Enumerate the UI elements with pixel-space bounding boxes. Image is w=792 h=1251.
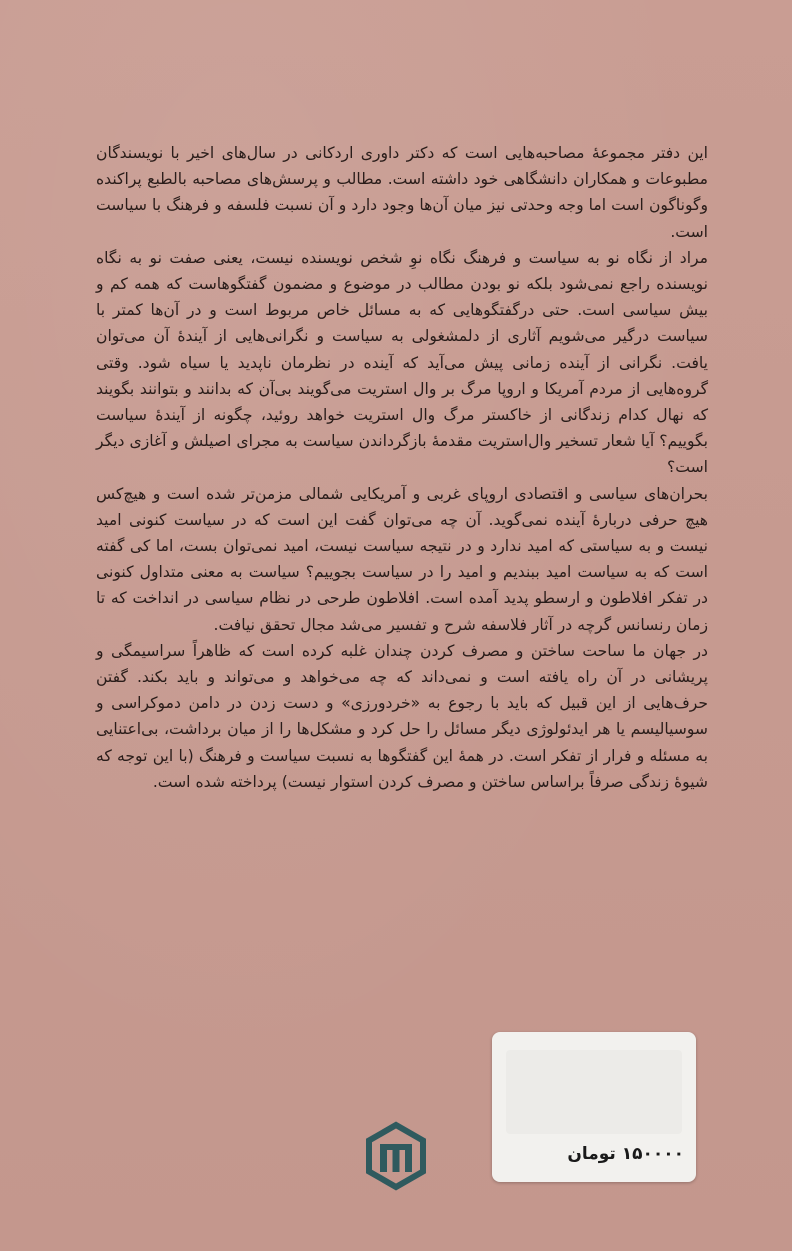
blurb-paragraph-3: بحران‌های سیاسی و اقتصادی اروپای غربی و آمریکایی شمالی مزمن‌تر شده است و هیچ‌کس هیچ حرفی دربارهٔ آینده نمی‌گوید. آن چه می‌توان گفت این است که در سیاست کنونی امید نیست و به سیاستی که امید ندارد و در نتیجه سیاست نیست، امید نمی‌توان بست، اما کی گفته است که به سیاست امید ببندیم و امید را در سیاست بجوییم؟ سیاست به معنی متداول کنونی در تفکر افلاطون و ارسطو پدید آمده است. افلاطون طرحی در نظام سیاسی در انداخت که تا زمان رنسانس گرچه در آثار فلاسفه شرح و تفسیر می‌شد مجال تحقق نیافت. xyxy=(96,484,708,634)
barcode-area xyxy=(506,1050,682,1134)
price-sticker xyxy=(492,1032,696,1182)
price-label: ۱۵۰۰۰۰ تومان xyxy=(567,1144,684,1164)
blurb-paragraph-2: مراد از نگاه نو به سیاست و فرهنگ نگاه نوِ شخص نویسنده نیست، یعنی صفت نو به نگاه نویسنده راجع نمی‌شود بلکه نو بودن مطالب در موضوع و مضمون گفتگوهاست که همه کم و بیش سیاسی است. حتی درگفتگوهایی که به مسائل خاص مربوط است و در آن‌ها کمتر با سیاست درگیر می‌شویم آثاری از دلمشغولی به سیاست و نگرانی‌هایی از آیندهٔ آن می‌توان یافت. نگرانی از آینده زمانی پیش می‌آید که آینده در نظرمان ناپدید یا سیاه شود. وقتی گروه‌هایی از مردم آمریکا و اروپا مرگ بر وال استریت می‌گویند بی‌آن که بدانند و بتوانند بگویند که نهال کدام زندگانی از خاکستر مرگ وال استریت خواهد روئید، چگونه از آیندهٔ سیاست بگوییم؟ آیا شعار تسخیر وال‌استریت مقدمهٔ بازگرداندن سیاست به مجرای اصیلش و آغازی دیگر است؟ xyxy=(96,248,708,477)
blurb-text xyxy=(96,140,708,795)
blurb-paragraph-4: در جهان ما ساحت ساختن و مصرف کردن چندان غلبه کرده است که ظاهراً سراسیمگی و پریشانی در آن راه یافته است و نمی‌داند که چه می‌خواهد و می‌تواند و باید بکند. گفتن حرف‌هایی از این قبیل که باید با رجوع به «خردورزی» و دست زدن در دامن دموکراسی و سوسیالیسم یا هر ایدئولوژی دیگر مسائل را حل کرد و مشکل‌ها را از میان برداشت، بی‌اعتنایی به مسئله و فرار از تفکر است. در همهٔ این گفتگوها به نسبت سیاست و فرهنگ (با این توجه که شیوهٔ زندگی صرفاً براساس ساختن و مصرف کردن استوار نیست) پرداخته شده است. xyxy=(96,641,708,791)
blurb-paragraph-1: این دفتر مجموعهٔ مصاحبه‌هایی است که دکتر داوری اردکانی در سال‌های اخیر با نویسندگان مطبوعات و همکاران دانشگاهی خود داشته است. مطالب و پرسش‌های مصاحبه بالطبع پراکنده وگوناگون است اما وجه وحدتی نیز میان آن‌ها وجود دارد و آن نسبت فلسفه و فرهنگ با سیاست است. xyxy=(96,144,708,241)
publisher-logo-icon xyxy=(360,1120,432,1192)
